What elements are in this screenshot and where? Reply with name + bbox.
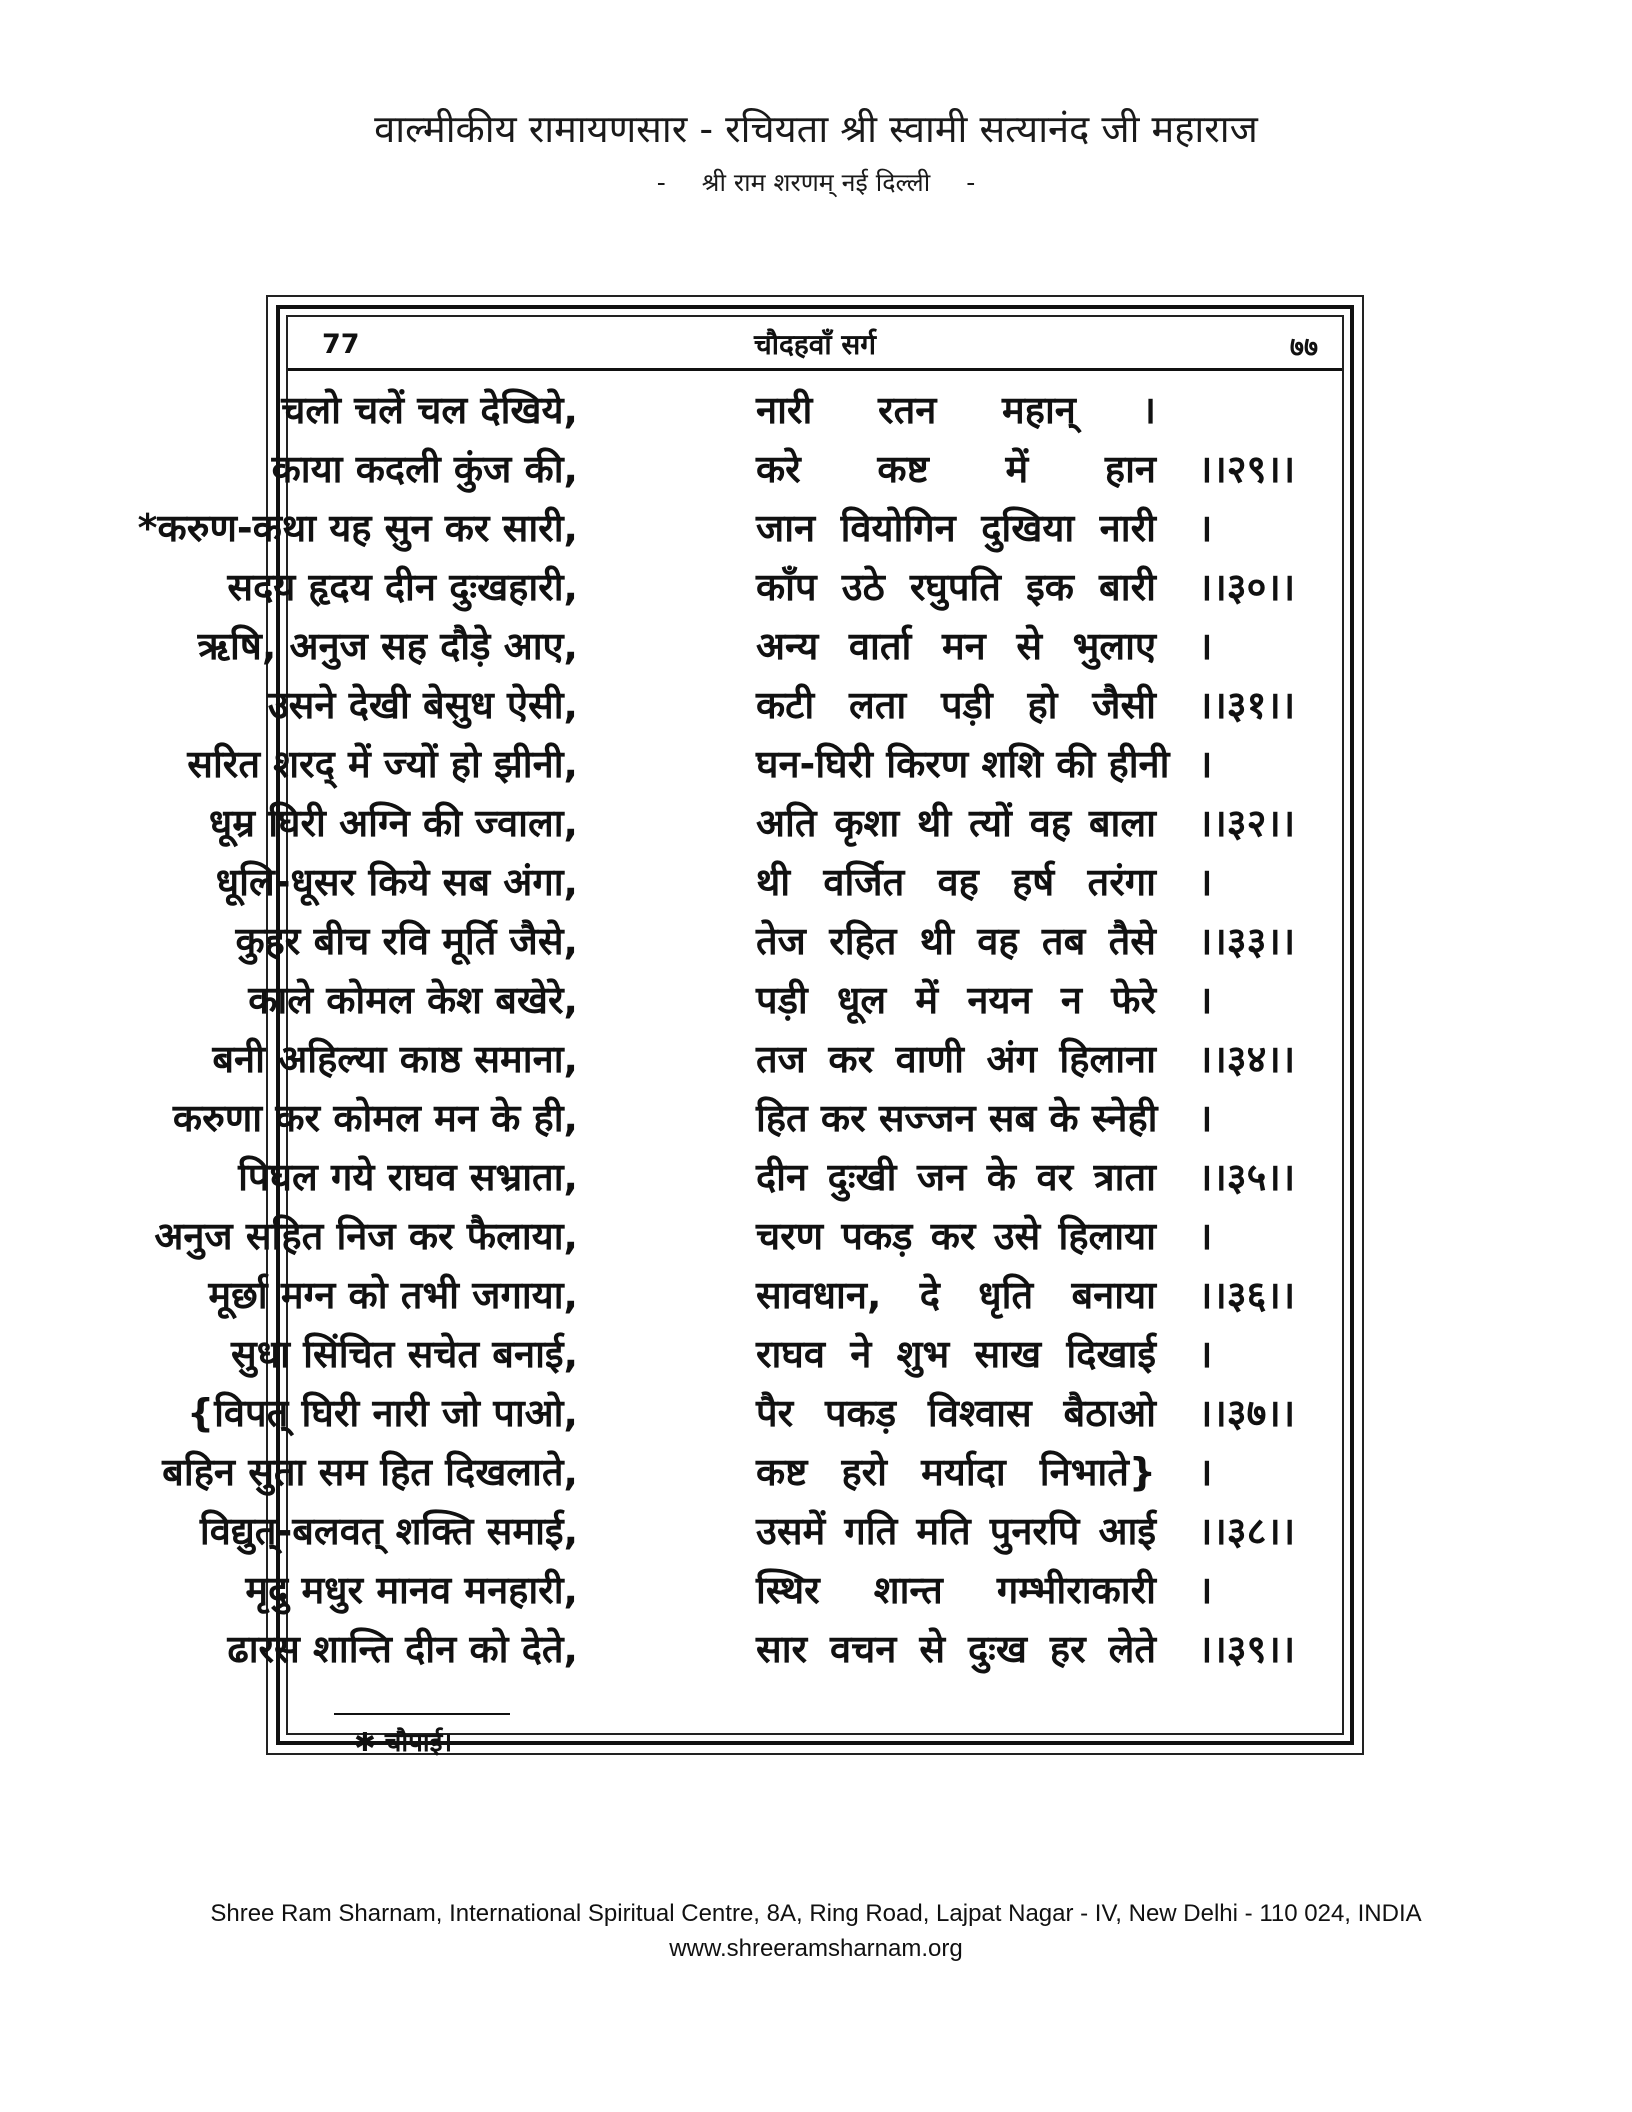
verse-first-half: मृदु मधुर मानव मनहारी, — [245, 1568, 578, 1612]
verse-first-half: करुणा कर कोमल मन के ही, — [172, 1096, 578, 1140]
verse-second-half: अति कृशा थी त्यों वह बाला — [756, 801, 1156, 845]
verse-number: । — [1198, 1450, 1213, 1494]
verse-line — [212, 1028, 1342, 1087]
verse-second-half: घन-घिरी किरण शशि की हीनी — [756, 742, 1170, 786]
verse-first-half: सदय हृदय दीन दुःखहारी, — [227, 565, 578, 609]
verse-line — [231, 1323, 1342, 1382]
verse-second-half: काँप उठे रघुपति इक बारी — [756, 565, 1156, 609]
verse-second-half: स्थिर शान्त गम्भीराकारी — [756, 1568, 1156, 1612]
verse-first-half: *करुण-कथा यह सुन कर सारी, — [137, 506, 578, 550]
verse-second-half: अन्य वार्ता मन से भुलाए — [756, 624, 1156, 668]
verse-second-half: पैर पकड़ विश्वास बैठाओ — [756, 1391, 1156, 1435]
verse-line — [271, 438, 1342, 497]
page-frame — [137, 295, 1364, 1758]
verse-number: ।।३३।। — [1198, 919, 1296, 963]
verse-line — [154, 1205, 1342, 1264]
verse-line — [238, 1146, 1342, 1205]
footnote-divider — [334, 1713, 510, 1715]
verse-number: ।।३०।। — [1198, 565, 1296, 609]
verse-list — [137, 379, 1342, 1677]
verse-number: । — [1198, 1332, 1213, 1376]
verse-number: । — [1198, 1568, 1213, 1612]
verse-second-half: राघव ने शुभ साख दिखाई — [756, 1332, 1156, 1376]
verse-number: ।।३८।। — [1198, 1509, 1296, 1553]
verse-line — [227, 1618, 1342, 1677]
verse-second-half: जान वियोगिन दुखिया नारी — [756, 506, 1156, 550]
verse-first-half: चलो चलें चल देखिये, — [281, 388, 578, 432]
verse-first-half: धूलि-धूसर किये सब अंगा, — [215, 860, 578, 904]
verse-number: । — [1198, 978, 1213, 1022]
verse-line — [172, 1087, 1342, 1146]
verse-number: ।।३९।। — [1198, 1627, 1296, 1671]
document-title: वाल्मीकीय रामायणसार - रचियता श्री स्वामी सत्यानंद जी महाराज — [374, 107, 1258, 151]
verse-number: ।।२९।। — [1198, 447, 1296, 491]
page-content-box — [137, 315, 1344, 1758]
verse-line — [248, 969, 1342, 1028]
verse-number: ।।३२।। — [1198, 801, 1296, 845]
verse-number: ।।३५।। — [1198, 1155, 1296, 1199]
page-number-latin: 77 — [322, 329, 360, 360]
verse-first-half: उसने देखी बेसुध ऐसी, — [267, 683, 578, 727]
verse-second-half: तेज रहित थी वह तब तैसे — [756, 919, 1156, 963]
verse-first-half: अनुज सहित निज कर फैलाया, — [154, 1214, 578, 1258]
verse-line — [199, 1500, 1342, 1559]
verse-line — [235, 910, 1342, 969]
verse-number: । — [1198, 506, 1213, 550]
footer-address: Shree Ram Sharnam, International Spiritual Centre, 8A, Ring Road, Lajpat Nagar - IV, New Delhi - 110 024, INDIA — [210, 1900, 1422, 1927]
verse-number: । — [1198, 742, 1213, 786]
verse-number: ।।३१।। — [1198, 683, 1296, 727]
verse-number: । — [1198, 860, 1213, 904]
verse-first-half: कुहर बीच रवि मूर्ति जैसे, — [235, 919, 578, 963]
verse-second-half: तज कर वाणी अंग हिलाना — [756, 1037, 1156, 1081]
page-header — [288, 317, 1342, 371]
verse-first-half: ढारस शान्ति दीन को देते, — [227, 1627, 578, 1671]
verse-second-half: चरण पकड़ कर उसे हिलाया — [756, 1214, 1156, 1258]
verse-first-half: ऋषि, अनुज सह दौड़े आए, — [197, 624, 578, 668]
verse-second-half: करे कष्ट में हान — [756, 447, 1156, 491]
verse-number: ।।३६।। — [1198, 1273, 1296, 1317]
verse-line — [245, 1559, 1342, 1618]
verse-number: ।।३४।। — [1198, 1037, 1296, 1081]
verse-line — [197, 615, 1342, 674]
verse-second-half: सावधान, दे धृति बनाया — [756, 1273, 1156, 1317]
subtitle-text: श्री राम शरणम् नई दिल्ली — [701, 168, 931, 197]
verse-number: । — [1198, 624, 1213, 668]
verse-line — [208, 1264, 1342, 1323]
verse-line — [187, 733, 1342, 792]
verse-second-half: हित कर सज्जन सब के स्नेही — [756, 1096, 1158, 1140]
verse-number: ।।३७।। — [1198, 1391, 1296, 1435]
verse-line — [281, 379, 1342, 438]
footnote: ✱ चौपाई। — [354, 1728, 453, 1758]
verse-second-half: कटी लता पड़ी हो जैसी — [756, 683, 1156, 727]
verse-first-half: सुधा सिंचित सचेत बनाई, — [231, 1332, 578, 1376]
verse-line — [208, 792, 1342, 851]
verse-line — [267, 674, 1342, 733]
verse-line — [137, 497, 1342, 556]
verse-first-half: काले कोमल केश बखेरे, — [248, 978, 578, 1022]
verse-second-half: थी वर्जित वह हर्ष तरंगा — [756, 860, 1156, 904]
verse-line — [162, 1441, 1342, 1500]
verse-first-half: पिघल गये राघव सभ्राता, — [238, 1155, 578, 1199]
verse-number: । — [1198, 1214, 1213, 1258]
page-number-devanagari: ७७ — [1289, 332, 1318, 363]
subtitle-dash-left: - — [656, 168, 666, 197]
verse-first-half: धूम्र घिरी अग्नि की ज्वाला, — [208, 801, 578, 845]
verse-second-half: कष्ट हरो मर्यादा निभाते} — [756, 1450, 1156, 1494]
verse-number: । — [1198, 1096, 1213, 1140]
chapter-title: चौदहवाँ सर्ग — [753, 328, 877, 361]
verse-line — [187, 1382, 1342, 1441]
verse-second-half: नारी रतन महान् । — [756, 388, 1156, 432]
verse-line — [215, 851, 1342, 910]
verse-second-half: पड़ी धूल में नयन न फेरे — [756, 978, 1156, 1022]
document-subtitle — [0, 165, 1632, 199]
verse-second-half: सार वचन से दुःख हर लेते — [756, 1627, 1156, 1671]
verse-first-half: काया कदली कुंज की, — [271, 447, 578, 491]
footer-website: www.shreeramsharnam.org — [669, 1935, 963, 1962]
verse-first-half: बनी अहिल्या काष्ठ समाना, — [212, 1037, 578, 1081]
verse-second-half: दीन दुःखी जन के वर त्राता — [756, 1155, 1156, 1199]
verse-first-half: {विपत् घिरी नारी जो पाओ, — [187, 1391, 578, 1435]
verse-line — [227, 556, 1342, 615]
page-frame-border — [137, 305, 1354, 1758]
subtitle-dash-right: - — [966, 168, 976, 197]
verse-first-half: मूर्छा मग्न को तभी जगाया, — [208, 1273, 578, 1317]
verse-second-half: उसमें गति मति पुनरपि आई — [756, 1509, 1156, 1553]
verse-first-half: बहिन सुता सम हित दिखलाते, — [162, 1450, 578, 1494]
verse-first-half: विद्युत्-बलवत् शक्ति समाई, — [199, 1509, 578, 1553]
verse-first-half: सरित शरद् में ज्यों हो झीनी, — [187, 742, 578, 786]
